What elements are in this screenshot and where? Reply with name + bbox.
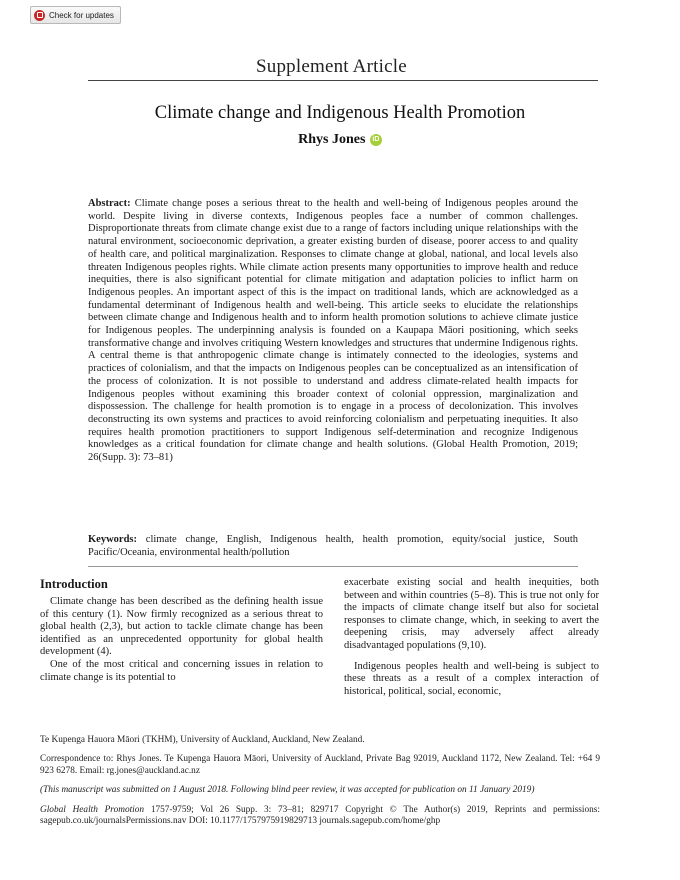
introduction-paragraph: Indigenous peoples health and well-being is subject to these threats as a result of a complex interaction of historical, political, social, economic, — [344, 660, 599, 697]
body-column-left — [40, 577, 323, 684]
section-label: Supplement Article — [256, 56, 407, 77]
journal-name: Global Health Promotion — [40, 804, 145, 815]
submission-note: (This manuscript was submitted on 1 August 2018. Following blind peer review, it was accepted for publication on 11 January 2019) — [40, 785, 535, 796]
introduction-paragraph: One of the most critical and concerning issues in relation to climate change is its potential to — [40, 658, 323, 683]
abstract — [88, 198, 578, 465]
header-divider — [88, 80, 598, 81]
affiliation-note: Te Kupenga Hauora Māori (TKHM), University of Auckland, Auckland, New Zealand. — [40, 735, 365, 745]
citation-note — [40, 805, 600, 828]
orcid-icon[interactable]: iD — [370, 134, 382, 146]
author-name: Rhys Jones — [298, 132, 366, 147]
introduction-heading: Introduction — [40, 577, 108, 591]
abstract-text: Climate change poses a serious threat to the health and well-being of Indigenous peoples around the world. Despite living in diverse contexts, Indigenous peoples face a number of common challenges. Disproportionate threats from climate change exist due to a range of factors including unique relationships with the natural environment, socioeconomic deprivation, a greater existing burden of disease, poorer access to and quality of health care, and political marginalization. Responses to climate change at global, national, and local levels also threaten Indigenous peoples rights. While climate action presents many opportunities to improve health and reduce inequities, there is also significant potential for climate mitigation and adaptation policies to inflict harm on Indigenous peoples. An important aspect of this is the impact on traditional lands, which are acknowledged as a fundamental determinant of Indigenous health and well-being. This article seeks to elucidate the relationships between climate change and Indigenous health and to inform health promotion solutions to achieve climate justice for Indigenous peoples. The underpinning analysis is founded on a Kaupapa Māori positioning, which seeks transformative change and involves critiquing Western knowledges and structures that undermine Indigenous rights. A central theme is that anthropogenic climate change is intimately connected to the ideologies, systems and practices of colonialism, and that the impacts on Indigenous peoples can be conceptualized as an intensification of the process of colonization. It is not possible to understand and address climate-related health impacts for Indigenous peoples without examining this broader context of colonial oppression, marginalization and dispossession. The challenge for health promotion is to engage in a process of decolonization. This involves deconstructing its own systems and practices to avoid reinforcing colonialism and perpetuating inequities. It also requires health promotion practitioners to support Indigenous self-determination and recognize Indigenous knowledges as a critical foundation for climate change and health solutions. (Global Health Promotion, 2019; 26(Supp. 3): 73–81) — [88, 198, 579, 464]
citation-text: 1757-9759; Vol 26 Supp. 3: 73–81; 829717 Copyright © The Author(s) 2019, Reprints and permissions: sagepub.co.uk/journalsPermissions.nav DOI: 10.1177/1757975919829713 journals.sagepub.com/home/ghp — [40, 804, 601, 827]
article-title: Climate change and Indigenous Health Promotion — [154, 103, 526, 123]
check-for-updates-button[interactable] — [30, 6, 121, 24]
abstract-label: Abstract: — [88, 198, 131, 209]
body-column-right — [344, 577, 599, 698]
check-for-updates-label: Check for updates — [49, 10, 114, 20]
introduction-paragraph: Climate change has been described as the defining health issue of this century (1). Now firmly recognized as a serious threat to global health (2,3), but action to tackle climate change has been identified as an unprecedented opportunity for global health development (4). — [40, 596, 323, 658]
correspondence-note: Correspondence to: Rhys Jones. Te Kupenga Hauora Māori, University of Auckland, Private Bag 92019, Auckland 1172, New Zealand. Tel: +64 9 923 6278. Email: rg.jones@auckland.ac.nz — [40, 754, 600, 776]
crossmark-icon — [34, 10, 45, 21]
keywords-text: climate change, English, Indigenous health, health promotion, equity/social justice, South Pacific/Oceania, environmental health/pollution — [88, 534, 578, 558]
footnotes — [40, 735, 600, 827]
keywords-divider — [88, 566, 578, 567]
keywords-label: Keywords: — [88, 534, 137, 545]
introduction-paragraph: exacerbate existing social and health inequities, both between and within countries (5–8). This is true not only for the impacts of climate change itself but also for societal responses to climate change, which, in seeking to avert the deepening crisis, may adversely affect already disadvantaged populations (9,10). — [344, 577, 599, 651]
author-line — [0, 132, 680, 148]
keywords — [88, 533, 578, 559]
